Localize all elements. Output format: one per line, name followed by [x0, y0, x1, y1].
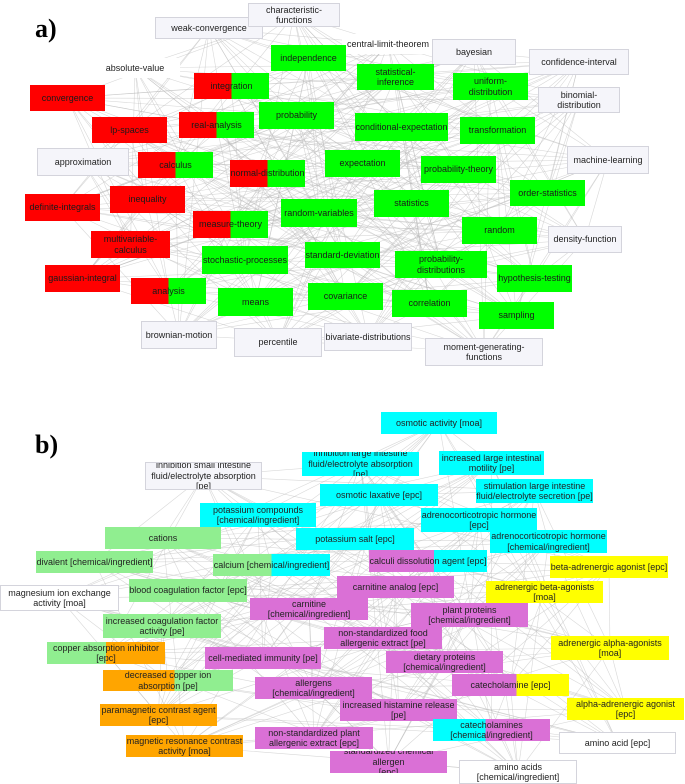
- node-binomial-distribution[interactable]: binomial-distribution: [538, 87, 620, 113]
- node-copper-absorption-inhibitor[interactable]: copper absorption inhibitor [epc]: [47, 642, 165, 664]
- node-inequality[interactable]: inequality: [110, 186, 185, 213]
- node-covariance[interactable]: covariance: [308, 283, 383, 310]
- node-calculus[interactable]: calculus: [138, 152, 213, 178]
- node-divalent[interactable]: divalent [chemical/ingredient]: [36, 551, 153, 573]
- panel-b-label: b): [35, 430, 59, 459]
- node-beta-adrenergic-agonist[interactable]: beta-adrenergic agonist [epc]: [550, 556, 668, 578]
- node-dietary-proteins[interactable]: dietary proteins [chemical/ingredient]: [386, 651, 503, 673]
- node-potassium-compounds[interactable]: potassium compounds [chemical/ingredient]: [200, 503, 316, 527]
- node-moment-generating-functions[interactable]: moment-generating-functions: [425, 338, 543, 366]
- node-uniform-distribution[interactable]: uniform-distribution: [453, 73, 528, 100]
- node-probability[interactable]: probability: [259, 102, 334, 129]
- node-percentile[interactable]: percentile: [234, 328, 322, 357]
- node-mr-contrast[interactable]: magnetic resonance contrast activity [moa]: [126, 735, 243, 756]
- node-expectation[interactable]: expectation: [325, 150, 400, 177]
- node-gaussian-integral[interactable]: gaussian-integral: [45, 265, 120, 292]
- node-conditional-expectation[interactable]: conditional-expectation: [355, 113, 448, 141]
- node-increased-histamine[interactable]: increased histamine release [pe]: [340, 699, 457, 721]
- node-stimulation-large-intestine[interactable]: stimulation large intestine fluid/electrolyte secretion [pe]: [476, 480, 593, 501]
- node-inhibition-small-intestine[interactable]: inhibition small intestine fluid/electrolyte absorption [pe]: [145, 462, 262, 490]
- node-order-statistics[interactable]: order-statistics: [510, 180, 585, 206]
- node-acth-epc[interactable]: adrenocorticotropic hormone [epc]: [421, 509, 537, 530]
- node-stochastic-processes[interactable]: stochastic-processes: [202, 246, 288, 274]
- node-random[interactable]: random: [462, 217, 537, 244]
- edge-210: [106, 653, 185, 746]
- node-weak-convergence[interactable]: weak-convergence: [155, 17, 263, 39]
- node-analysis[interactable]: analysis: [131, 278, 206, 304]
- node-amino-acid-epc[interactable]: amino acid [epc]: [559, 732, 676, 754]
- node-density-function[interactable]: density-function: [548, 226, 622, 253]
- node-central-limit-theorem[interactable]: central-limit-theorem: [342, 34, 434, 54]
- node-carnitine-chem[interactable]: carnitine [chemical/ingredient]: [250, 598, 368, 620]
- node-inhibition-large-intestine[interactable]: inhibition large intestine fluid/electrolyte absorption [pe]: [302, 452, 419, 476]
- node-non-standardized-plant[interactable]: non-standardized plant allergenic extract [epc]: [255, 727, 373, 749]
- node-amino-acids-chem[interactable]: amino acids [chemical/ingredient]: [459, 760, 577, 784]
- node-sampling[interactable]: sampling: [479, 302, 554, 329]
- node-approximation[interactable]: approximation: [37, 148, 129, 176]
- node-definite-integrals[interactable]: definite-integrals: [25, 194, 100, 221]
- panel-a-label: a): [35, 14, 57, 43]
- node-alpha-adrenergic-agonist[interactable]: alpha-adrenergic agonist [epc]: [567, 698, 684, 720]
- node-acth-chem[interactable]: adrenocorticotropic hormone [chemical/ingredient]: [491, 531, 606, 552]
- node-independence[interactable]: independence: [271, 45, 346, 71]
- edge-309: [484, 240, 585, 353]
- node-machine-learning[interactable]: machine-learning: [567, 146, 649, 174]
- node-random-variables[interactable]: random-variables: [281, 199, 357, 227]
- node-calcium[interactable]: calcium [chemical/ingredient]: [213, 554, 330, 576]
- node-multivariable-calculus[interactable]: multivariable-calculus: [91, 231, 170, 258]
- node-carnitine-analog[interactable]: carnitine analog [epc]: [337, 576, 454, 598]
- node-blood-coagulation-factor[interactable]: blood coagulation factor [epc]: [129, 579, 247, 602]
- node-real-analysis[interactable]: real-analysis: [179, 112, 254, 138]
- edge-249: [535, 160, 609, 279]
- node-measure-theory[interactable]: measure-theory: [193, 211, 268, 238]
- node-decreased-copper-ion[interactable]: decreased copper ion absorption [pe]: [103, 670, 233, 691]
- node-non-standardized-food[interactable]: non-standardized food allergenic extract [pe]: [324, 627, 442, 649]
- node-cations[interactable]: cations: [105, 527, 221, 549]
- node-osmotic-laxative[interactable]: osmotic laxative [epc]: [320, 484, 438, 506]
- node-characteristic-functions[interactable]: characteristic-functions: [248, 3, 340, 27]
- node-statistical-inference[interactable]: statistical-inference: [357, 64, 434, 90]
- node-normal-distribution[interactable]: normal-distribution: [230, 160, 305, 187]
- node-correlation[interactable]: correlation: [392, 290, 467, 317]
- node-adrenergic-beta-agonists[interactable]: adrenergic beta-agonists [moa]: [486, 581, 603, 603]
- node-transformation[interactable]: transformation: [460, 117, 535, 144]
- node-bayesian[interactable]: bayesian: [432, 39, 516, 65]
- node-absolute-value[interactable]: absolute-value: [90, 58, 180, 78]
- node-increased-coagulation[interactable]: increased coagulation factor activity [pe]: [103, 614, 221, 638]
- node-osmotic-activity[interactable]: osmotic activity [moa]: [381, 412, 497, 434]
- node-standard-deviation[interactable]: standard-deviation: [305, 242, 380, 268]
- node-probability-distributions[interactable]: probability-distributions: [395, 251, 487, 278]
- node-cell-mediated-immunity[interactable]: cell-mediated immunity [pe]: [205, 647, 321, 669]
- node-probability-theory[interactable]: probability-theory: [421, 156, 496, 183]
- node-adrenergic-alpha-agonists[interactable]: adrenergic alpha-agonists [moa]: [551, 636, 669, 660]
- node-catecholamine[interactable]: catecholamine [epc]: [452, 674, 569, 696]
- node-lp-spaces[interactable]: lp-spaces: [92, 117, 167, 143]
- node-integration[interactable]: integration: [194, 73, 269, 99]
- node-statistics[interactable]: statistics: [374, 190, 449, 217]
- node-potassium-salt[interactable]: potassium salt [epc]: [296, 528, 414, 550]
- node-plant-proteins[interactable]: plant proteins [chemical/ingredient]: [411, 603, 528, 627]
- node-means[interactable]: means: [218, 288, 293, 316]
- node-magnesium-ion-exchange[interactable]: magnesium ion exchange activity [moa]: [0, 585, 119, 611]
- node-catecholamines[interactable]: catecholamines [chemical/ingredient]: [433, 719, 550, 741]
- node-calculi-dissolution[interactable]: calculi dissolution agent [epc]: [369, 550, 487, 572]
- node-increased-large-intestinal-motility[interactable]: increased large intestinal motility [pe]: [439, 451, 544, 475]
- node-allergens[interactable]: allergens [chemical/ingredient]: [255, 677, 372, 699]
- node-hypothesis-testing[interactable]: hypothesis-testing: [497, 265, 572, 292]
- node-confidence-interval[interactable]: confidence-interval: [529, 49, 629, 75]
- node-brownian-motion[interactable]: brownian-motion: [141, 321, 217, 349]
- node-paramagnetic-contrast[interactable]: paramagnetic contrast agent [epc]: [101, 704, 216, 725]
- node-convergence[interactable]: convergence: [30, 85, 105, 111]
- node-standardized-chemical-allergen[interactable]: standardized chemical allergen [epc]: [330, 751, 447, 773]
- node-bivariate-distributions[interactable]: bivariate-distributions: [324, 323, 412, 351]
